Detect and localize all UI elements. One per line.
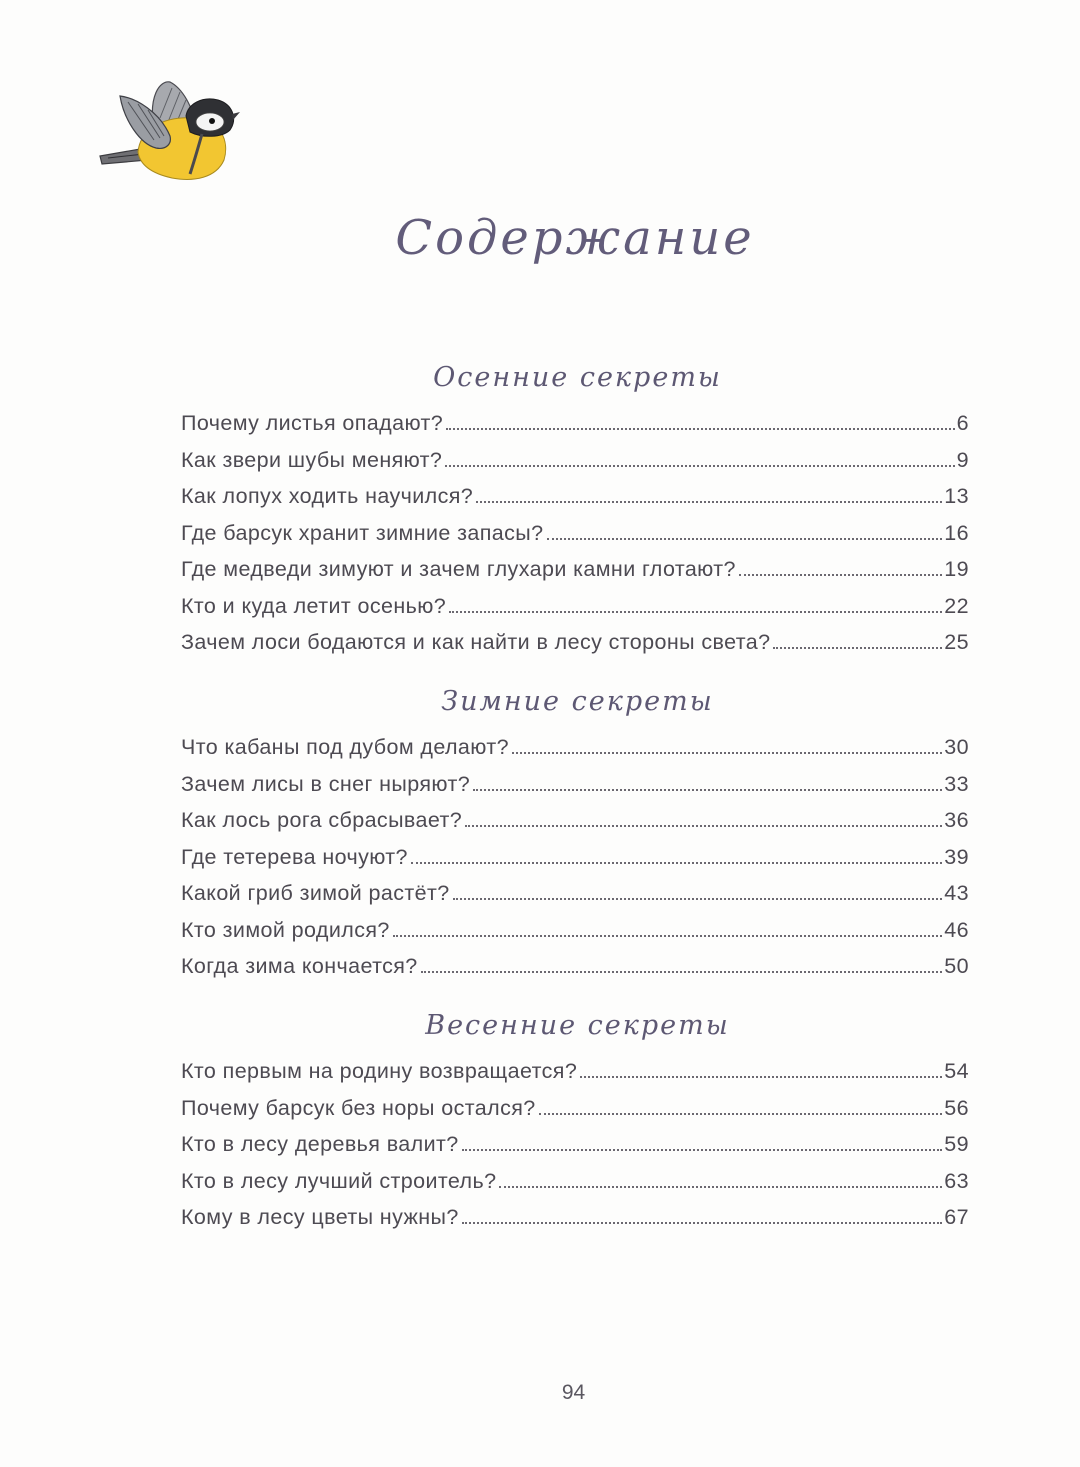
toc-entry-page: 6 bbox=[956, 411, 969, 435]
toc-entry-page: 50 bbox=[944, 954, 969, 978]
toc-entry[interactable] bbox=[181, 808, 969, 845]
toc-entry-title: Какой гриб зимой растёт? bbox=[181, 881, 450, 905]
dot-leader bbox=[476, 501, 942, 503]
toc-entry-page: 19 bbox=[944, 557, 969, 581]
toc-entry-page: 33 bbox=[944, 771, 969, 796]
toc-entry[interactable] bbox=[181, 772, 969, 809]
toc-entry[interactable] bbox=[181, 1096, 969, 1133]
toc-entry[interactable] bbox=[181, 484, 969, 521]
dot-leader bbox=[580, 1076, 942, 1078]
toc-entry[interactable] bbox=[181, 448, 969, 485]
dot-leader bbox=[445, 465, 954, 467]
toc-entry-page: 22 bbox=[944, 593, 969, 618]
toc-entry-title: Кто в лесу деревья валит? bbox=[181, 1132, 459, 1156]
toc-entry-title: Как звери шубы меняют? bbox=[181, 447, 443, 472]
toc-entry[interactable] bbox=[181, 1169, 969, 1206]
dot-leader bbox=[449, 611, 942, 613]
toc-entry-page: 39 bbox=[944, 844, 969, 869]
dot-leader bbox=[411, 862, 942, 864]
dot-leader bbox=[773, 647, 942, 649]
toc-entry[interactable] bbox=[181, 557, 969, 594]
toc-entry[interactable] bbox=[181, 1205, 969, 1242]
toc-entry-page: 13 bbox=[944, 484, 969, 508]
toc-entry-title: Как лопух ходить научился? bbox=[181, 484, 474, 508]
toc-entry[interactable] bbox=[181, 630, 969, 667]
section-title-winter: Зимние секреты bbox=[441, 686, 714, 717]
toc-entry-title: Кому в лесу цветы нужны? bbox=[181, 1205, 459, 1229]
toc-entry[interactable] bbox=[181, 918, 969, 955]
toc-entry[interactable] bbox=[181, 411, 969, 448]
toc-entry-page: 16 bbox=[944, 520, 969, 545]
page-title: Содержание bbox=[395, 210, 755, 266]
dot-leader bbox=[473, 789, 942, 791]
toc-entry-page: 43 bbox=[944, 881, 969, 905]
toc-entry-title: Кто и куда летит осенью? bbox=[181, 593, 447, 618]
toc-entry[interactable] bbox=[181, 1132, 969, 1169]
toc-entry-page: 54 bbox=[944, 1059, 969, 1083]
toc-entry-page: 25 bbox=[944, 630, 969, 654]
dot-leader bbox=[739, 574, 942, 576]
dot-leader bbox=[453, 898, 943, 900]
toc-list-winter bbox=[181, 735, 969, 991]
toc-entry[interactable] bbox=[181, 1059, 969, 1096]
toc-entry-title: Кто зимой родился? bbox=[181, 917, 390, 942]
toc-entry-page: 63 bbox=[944, 1168, 969, 1193]
bird-titmouse-icon bbox=[98, 78, 243, 188]
toc-entry[interactable] bbox=[181, 954, 969, 991]
toc-entry-page: 36 bbox=[944, 808, 969, 832]
dot-leader bbox=[446, 428, 955, 430]
toc-entry-title: Почему барсук без норы остался? bbox=[181, 1095, 536, 1120]
toc-entry[interactable] bbox=[181, 735, 969, 772]
toc-entry-title: Почему листья опадают? bbox=[181, 411, 444, 435]
toc-entry-title: Кто в лесу лучший строитель? bbox=[181, 1168, 497, 1193]
page-number: 94 bbox=[561, 1381, 586, 1404]
section-title-spring: Весенние секреты bbox=[425, 1010, 730, 1041]
toc-entry-title: Как лось рога сбрасывает? bbox=[181, 808, 463, 832]
toc-entry-page: 9 bbox=[956, 447, 969, 472]
toc-entry-page: 30 bbox=[944, 735, 969, 759]
toc-entry-page: 67 bbox=[944, 1205, 969, 1229]
dot-leader bbox=[462, 1149, 943, 1151]
dot-leader bbox=[462, 1222, 943, 1224]
dot-leader bbox=[512, 752, 942, 754]
toc-entry-title: Кто первым на родину возвращается? bbox=[181, 1059, 578, 1083]
toc-entry[interactable] bbox=[181, 521, 969, 558]
toc-entry[interactable] bbox=[181, 594, 969, 631]
dot-leader bbox=[539, 1113, 943, 1115]
dot-leader bbox=[393, 935, 943, 937]
toc-entry-page: 56 bbox=[944, 1095, 969, 1120]
toc-entry-title: Зачем лисы в снег ныряют? bbox=[181, 771, 471, 796]
toc-entry-page: 46 bbox=[944, 917, 969, 942]
toc-entry-title: Зачем лоси бодаются и как найти в лесу стороны света? bbox=[181, 630, 771, 654]
toc-list-spring bbox=[181, 1059, 969, 1242]
toc-entry-title: Где медведи зимуют и зачем глухари камни глотают? bbox=[181, 557, 736, 581]
toc-entry-title: Что кабаны под дубом делают? bbox=[181, 735, 509, 759]
toc-list-autumn bbox=[181, 411, 969, 667]
section-title-autumn: Осенние секреты bbox=[433, 362, 722, 393]
dot-leader bbox=[465, 825, 942, 827]
toc-entry-title: Где барсук хранит зимние запасы? bbox=[181, 520, 544, 545]
toc-entry-title: Где тетерева ночуют? bbox=[181, 844, 408, 869]
toc-entry-page: 59 bbox=[944, 1132, 969, 1156]
dot-leader bbox=[547, 538, 943, 540]
dot-leader bbox=[499, 1186, 942, 1188]
toc-entry-title: Когда зима кончается? bbox=[181, 954, 418, 978]
dot-leader bbox=[421, 971, 943, 973]
toc-entry[interactable] bbox=[181, 881, 969, 918]
toc-entry[interactable] bbox=[181, 845, 969, 882]
